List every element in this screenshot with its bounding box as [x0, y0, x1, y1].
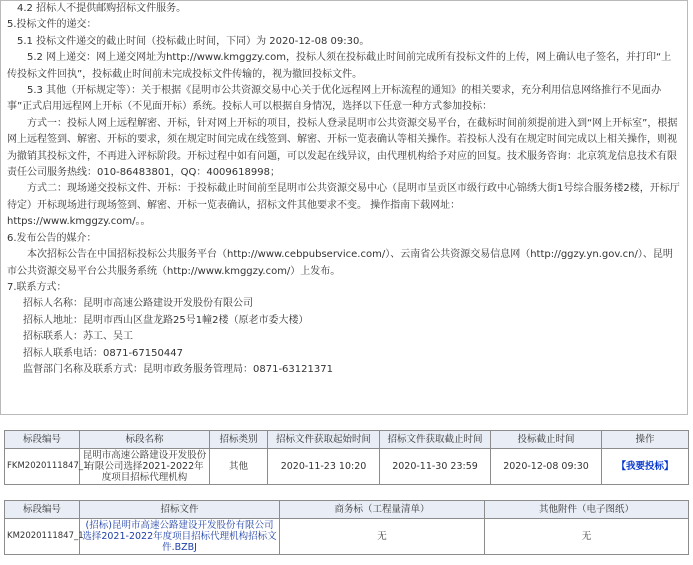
cell-category: 其他: [210, 449, 268, 485]
section-5-heading: 5.投标文件的递交：: [7, 19, 97, 31]
contact-phone: 招标人联系电话：0871-67150447: [23, 347, 183, 359]
header-section-code: 标段编号: [5, 501, 80, 519]
tender-file-link[interactable]: (招标)昆明市高速公路建设开发股份有限公司选择2021-2022年度项目招标代理机构招标文件.BZBJ: [82, 520, 277, 553]
paragraph-5-1: 5.1 投标文件递交的截止时间（投标截止时间，下同）为 2020-12-08 09:30。: [17, 35, 370, 47]
guide-url: https://www.kmggzy.com/。。: [7, 216, 151, 228]
cell-section-code: KM2020111847_1: [5, 519, 80, 555]
section-6-heading: 6.发布公告的媒介：: [7, 232, 97, 244]
bid-button[interactable]: 【我要投标】: [616, 461, 674, 472]
header-section-name: 标段名称: [80, 431, 210, 449]
cell-section-name: 昆明市高速公路建设开发股份有限公司选择2021-2022年度项目招标代理机构: [80, 449, 210, 485]
paragraph-way-2: 方式二：现场递交投标文件、开标：于投标截止时间前至昆明市公共资源交易中心（昆明市呈贡区市级行政中心锦绣大街1号综合服务楼2楼，开标厅待定）开标现场进行现场签到、解密、开标一览表确认，招标文件其他要求不变。 操作指南下载网址：: [7, 183, 680, 211]
table-row: [5, 449, 689, 485]
cell-section-code: FKM2020111847_1: [5, 449, 80, 485]
contact-person: 招标联系人：苏工、吴工: [23, 331, 133, 343]
paragraph-way-1: 方式一：投标人网上远程解密、开标，针对网上开标的项目，投标人登录昆明市公共资源交易平台，在截标时间前须提前进入到“网上开标室”，根据网上远程签到、解密、开标的要求，须在规定时间完成在线签到、解密、开标一览表确认等相关操作。若投标人没有在规定时间完成以上相关操作，则视为撤销其投标文件，不再进入评标阶段。开标过程中如有问题，可以发起在线异议，由代理机构给予对应的回复。技术服务咨询：北京筑龙信息技术有限责任公司服务热线：010-86483801，QQ：4009618998；: [7, 117, 678, 179]
header-action: 操作: [602, 431, 689, 449]
header-category: 招标类别: [210, 431, 268, 449]
paragraph-5-2: 5.2 网上递交：网上递交网址为http://www.kmggzy.com，投标人须在投标截止时间前完成所有投标文件的上传，网上确认电子签名，并打印“上传投标文件回执”，投标截止时间前未完成投标文件传输的，视为撤回投标文件。: [7, 52, 672, 80]
header-doc-end: 招标文件获取截止时间: [380, 431, 491, 449]
paragraph-6: 本次招标公告在中国招标投标公共服务平台（http://www.cebpubservice.com/）、云南省公共资源交易信息网（http://ggzy.yn.gov.cn/）、昆明市公共资源交易平台公共服务系统（http://www.kmggzy.com/）上发布。: [7, 249, 673, 277]
section-table-header: [5, 431, 689, 449]
header-tender-file: 招标文件: [80, 501, 280, 519]
section-table: [4, 430, 689, 485]
header-bid-deadline: 投标截止时间: [491, 431, 602, 449]
supervisor-contact: 监督部门名称及联系方式：昆明市政务服务管理局：0871-63121371: [23, 363, 333, 375]
document-table-header: [5, 501, 689, 519]
cell-action: [602, 449, 689, 485]
cell-business-bid: 无: [280, 519, 485, 555]
header-business-bid: 商务标（工程量清单）: [280, 501, 485, 519]
cell-tender-file: [80, 519, 280, 555]
header-other-attachments: 其他附件（电子图纸）: [485, 501, 689, 519]
cell-other-attachments: 无: [485, 519, 689, 555]
cell-doc-end: 2020-11-30 23:59: [380, 449, 491, 485]
table-row: [5, 519, 689, 555]
paragraph-5-3: 5.3 其他（开标规定等）：关于根据《昆明市公共资源交易中心关于优化远程网上开标流程的通知》的相关要求，充分利用信息网络推行不见面办事”正式启用远程网上开标（不见面开标）系统。投标人可以根据自身情况，选择以下任意一种方式参加投标：: [7, 85, 662, 113]
cell-bid-deadline: 2020-12-08 09:30: [491, 449, 602, 485]
paragraph-4-2: 4.2 招标人不提供邮购招标文件服务。: [17, 3, 187, 14]
document-table: [4, 500, 689, 555]
contact-address: 招标人地址：昆明市西山区盘龙路25号1幢2楼（原老市委大楼）: [23, 314, 309, 326]
header-section-code: 标段编号: [5, 431, 80, 449]
cell-doc-start: 2020-11-23 10:20: [268, 449, 380, 485]
contact-name: 招标人名称：昆明市高速公路建设开发股份有限公司: [23, 298, 253, 310]
section-7-heading: 7.联系方式：: [7, 281, 67, 293]
header-doc-start: 招标文件获取起始时间: [268, 431, 380, 449]
